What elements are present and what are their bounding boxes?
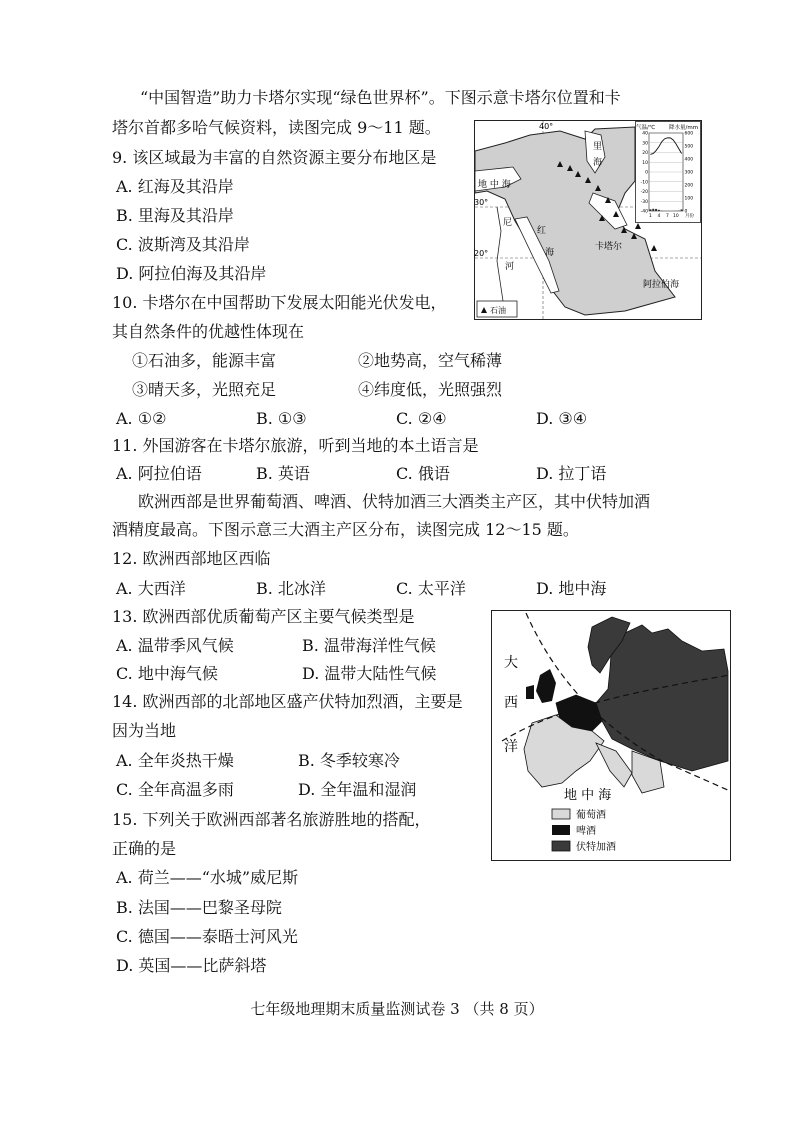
q14-option-b: B. 冬季较寒冷 <box>298 751 400 770</box>
q14-stem-line2: 因为当地 <box>112 721 177 740</box>
temp-tick-label: -40 <box>640 209 648 215</box>
q10-stem-line2: 其自然条件的优越性体现在 <box>112 322 305 341</box>
precip-tick-label: 0 <box>684 209 688 215</box>
q13-option-d: D. 温带大陆性气候 <box>302 664 437 683</box>
legend-label-vodka: 伏特加酒 <box>576 842 616 853</box>
qatar-label: 卡塔尔 <box>595 242 623 252</box>
legend-swatch-beer <box>552 825 570 835</box>
temp-tick-label: 30 <box>642 141 648 147</box>
temp-tick-label: -20 <box>640 190 648 195</box>
europe-alcohol-map <box>491 610 731 861</box>
q15-stem-line2: 正确的是 <box>112 839 177 858</box>
lat-30-label: 30° <box>475 198 489 207</box>
q10-item-3: ③晴天多，光照充足 <box>132 380 277 399</box>
q14-stem-line1: 14. 欧洲西部的北部地区盛产伏特加烈酒，主要是 <box>112 692 463 711</box>
intro2-line1: 欧洲西部是世界葡萄酒、啤酒、伏特加酒三大酒类主产区，其中伏特加酒 <box>138 492 651 511</box>
precip-tick-label: 200 <box>684 183 694 189</box>
temp-tick-label: 10 <box>642 160 648 166</box>
q12-option-b: B. 北冰洋 <box>256 579 326 598</box>
q15-option-d: D. 英国——比萨斜塔 <box>116 956 267 975</box>
precip-bar <box>655 209 657 211</box>
q12-option-d: D. 地中海 <box>536 579 607 598</box>
q15-stem-line1: 15. 下列关于欧洲西部著名旅游胜地的搭配， <box>112 810 431 829</box>
ireland <box>526 685 534 699</box>
q15-option-a: A. 荷兰——“水城”威尼斯 <box>116 868 299 887</box>
month-tick-label: 1 <box>648 214 652 219</box>
temp-tick-label: -10 <box>640 180 648 186</box>
q12-option-a: A. 大西洋 <box>116 579 186 598</box>
middle-east-map <box>474 120 702 320</box>
q11-option-d: D. 拉丁语 <box>536 464 607 483</box>
precip-tick-label: 300 <box>684 170 694 176</box>
q10-stem-line1: 10. 卡塔尔在中国帮助下发展太阳能光伏发电， <box>112 293 447 312</box>
q11-option-c: C. 俄语 <box>396 464 450 483</box>
italy <box>596 743 632 787</box>
legend-label-beer: 啤酒 <box>576 826 596 837</box>
month-unit-label: 月份 <box>685 214 694 219</box>
precip-tick-label: 500 <box>684 144 694 150</box>
q10-item-4: ④纬度低，光照强烈 <box>358 380 503 399</box>
intro1-line2: 塔尔首都多哈气候资料，读图完成 9～11 题。 <box>112 118 441 137</box>
q11-option-b: B. 英语 <box>256 464 310 483</box>
q14-option-c: C. 全年高温多雨 <box>116 780 234 799</box>
mediterranean-label-eu: 地 中 海 <box>564 788 612 803</box>
nile-label-1: 尼 <box>503 218 513 228</box>
precip-bar <box>652 209 654 211</box>
month-tick-label: 10 <box>673 214 679 219</box>
temp-tick-label: 0 <box>645 170 648 176</box>
atlantic-label-3: 洋 <box>504 739 518 755</box>
month-tick-label: 4 <box>657 214 661 219</box>
q10-item-1: ①石油多，能源丰富 <box>132 351 277 370</box>
month-tick-label: 7 <box>665 214 669 219</box>
arabian-sea-label: 阿拉伯海 <box>643 280 680 290</box>
q9-option-d: D. 阿拉伯海及其沿岸 <box>116 264 267 283</box>
caspian-label-1: 里 <box>593 142 603 152</box>
britain <box>536 669 556 703</box>
nile-label-2: 河 <box>505 262 515 272</box>
q9-option-c: C. 波斯湾及其沿岸 <box>116 235 250 254</box>
q9-option-a: A. 红海及其沿岸 <box>116 177 234 196</box>
europe-map-svg <box>492 611 730 860</box>
q13-option-b: B. 温带海洋性气候 <box>302 636 436 655</box>
precip-bar <box>649 209 651 211</box>
precip-tick-label: 600 <box>684 131 694 137</box>
q10-option-c: C. ②④ <box>396 409 447 428</box>
precip-tick-label: 100 <box>684 196 694 202</box>
intro2-line2: 酒精度最高。下图示意三大酒主产区分布，读图完成 12～15 题。 <box>112 520 579 539</box>
q13-option-c: C. 地中海气候 <box>116 664 218 683</box>
page-footer: 七年级地理期末质量监测试卷 3 （共 8 页） <box>250 1000 544 1018</box>
temp-tick-label: 20 <box>642 151 648 156</box>
q11-option-a: A. 阿拉伯语 <box>116 464 202 483</box>
q12-option-c: C. 太平洋 <box>396 579 466 598</box>
q13-option-a: A. 温带季风气候 <box>116 636 234 655</box>
lon-40-label: 40° <box>539 122 554 131</box>
q10-option-b: B. ①③ <box>256 409 307 428</box>
q12-stem: 12. 欧洲西部地区西临 <box>112 549 271 568</box>
q10-item-2: ②地势高，空气稀薄 <box>358 351 503 370</box>
temp-tick-label: -30 <box>640 199 648 205</box>
legend-label-wine: 葡萄酒 <box>576 810 606 821</box>
mediterranean-label: 地 中 海 <box>478 180 511 190</box>
q14-option-a: A. 全年炎热干燥 <box>116 751 234 770</box>
q13-stem: 13. 欧洲西部优质葡萄产区主要气候类型是 <box>112 607 415 626</box>
q9-option-b: B. 里海及其沿岸 <box>116 206 234 225</box>
q11-stem: 11. 外国游客在卡塔尔旅游，听到当地的本土语言是 <box>112 436 479 455</box>
red-sea-label-1: 红 <box>537 226 547 236</box>
precip-tick-label: 400 <box>684 157 694 163</box>
q10-option-d: D. ③④ <box>536 409 588 428</box>
precip-bar <box>681 209 683 211</box>
precip-unit-label: 降水量/mm <box>669 125 699 131</box>
temp-unit-label: 气温/℃ <box>636 125 656 131</box>
atlantic-label-1: 大 <box>504 655 518 671</box>
q10-option-a: A. ①② <box>116 409 167 428</box>
map1-legend-label: 石油 <box>490 306 506 315</box>
q9-stem: 9. 该区域最为丰富的自然资源主要分布地区是 <box>112 148 437 167</box>
lat-20-label: 20° <box>475 249 489 258</box>
intro1-line1: “中国智造”助力卡塔尔实现“绿色世界杯”。下图示意卡塔尔位置和卡 <box>140 88 621 107</box>
caspian-label-2: 海 <box>593 158 603 168</box>
temp-tick-label: 40 <box>642 131 648 137</box>
q14-option-d: D. 全年温和湿润 <box>298 780 417 799</box>
q15-option-b: B. 法国——巴黎圣母院 <box>116 898 282 917</box>
atlantic-label-2: 西 <box>504 695 518 711</box>
red-sea-label-2: 海 <box>545 248 555 258</box>
legend-swatch-vodka <box>552 841 570 851</box>
legend-swatch-wine <box>552 809 570 819</box>
precip-bar <box>658 210 660 211</box>
doha-climate-chart <box>635 121 701 223</box>
q15-option-c: C. 德国——泰晤士河风光 <box>116 927 298 946</box>
